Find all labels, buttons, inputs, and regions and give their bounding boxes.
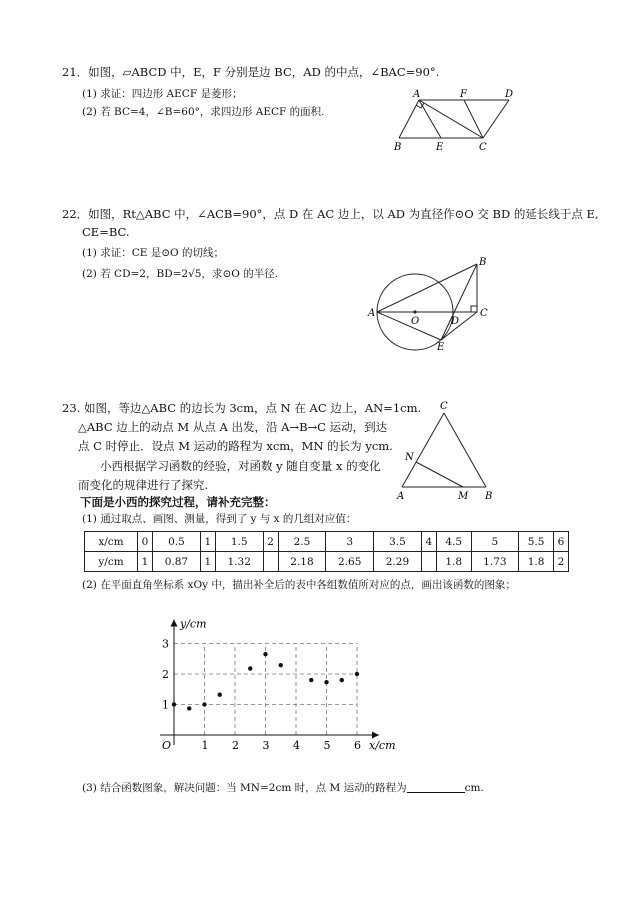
- q23-table-x-cell: 3.5: [374, 532, 422, 552]
- q23-part3-text: (3) 结合函数图象，解决问题：当 MN=2cm 时，点 M 运动的路程为: [82, 782, 407, 794]
- q21-label-B: B: [394, 142, 402, 153]
- q22-right-angle-mark: [471, 306, 477, 312]
- x-tick-label: 5: [323, 739, 331, 752]
- q23-table-y-cell: 1.8: [436, 552, 471, 572]
- y-tick-label: 3: [162, 637, 169, 651]
- q21-label-D: D: [505, 89, 514, 100]
- q23-table-x-cell: 2: [263, 532, 278, 552]
- q22-label-O: O: [411, 316, 420, 327]
- q23-line2: △ABC 边上的动点 M 从点 A 出发，沿 A→B→C 运动，到达: [78, 420, 388, 434]
- data-point: [248, 666, 252, 670]
- q23-table-y-cell-blank[interactable]: [263, 552, 278, 572]
- q22-line-BE: [441, 264, 477, 340]
- q22-stem-line2: CE=BC.: [82, 225, 130, 239]
- q22-center-dot: [413, 310, 416, 313]
- x-tick-label: 1: [201, 739, 209, 752]
- q23-part1: (1) 通过取点、画图、测量，得到了 y 与 x 的几组对应值：: [82, 513, 357, 525]
- q23-label-N: N: [405, 452, 414, 463]
- q21-part1: (1) 求证：四边形 AECF 是菱形；: [82, 88, 243, 100]
- data-point: [202, 702, 206, 706]
- q22-label-B: B: [479, 257, 487, 268]
- y-tick-label: 1: [162, 698, 169, 712]
- q21-part2: (2) 若 BC=4，∠B=60°，求四边形 AECF 的面积.: [82, 106, 325, 118]
- q23-coordinate-plot: [140, 602, 410, 762]
- q23-line5: 而变化的规律进行了探究.: [78, 478, 209, 492]
- q22-part1: (1) 求证：CE 是⊙O 的切线；: [82, 247, 224, 259]
- q23-table-x-cell: 5.5: [519, 532, 554, 552]
- q23-table-y-cell: 1.32: [215, 552, 263, 572]
- q23-side-BC: [444, 413, 486, 487]
- q23-table-x-cell: 2.5: [278, 532, 326, 552]
- x-tick-label: 2: [232, 739, 239, 752]
- q21-label-E: E: [436, 142, 444, 153]
- q23-side-AC: [402, 413, 444, 487]
- x-axis-label: x/cm: [369, 739, 396, 752]
- q23-line1: 23. 如图，等边△ABC 的边长为 3cm，点 N 在 AC 边上，AN=1cm.: [62, 401, 422, 415]
- q23-table-y-cell: 1.8: [519, 552, 554, 572]
- q23-table-x-cell: 1: [200, 532, 215, 552]
- q23-label-B: B: [485, 491, 493, 502]
- origin-label: O: [162, 739, 172, 752]
- q23-table-y-cell: 2.65: [326, 552, 374, 572]
- q23-answer-blank[interactable]: [407, 780, 465, 793]
- q23-table-x-cell: 3: [326, 532, 374, 552]
- q22-stem-line1: 22．如图，Rt△ABC 中，∠ACB=90°，点 D 在 AC 边上，以 AD 为直径作⊙O 交 BD 的延长线于点 E,: [62, 207, 599, 221]
- x-axis-arrow: [372, 732, 379, 739]
- q23-segment-MN: [416, 462, 463, 487]
- q21-side-DC: [483, 100, 509, 138]
- q21-stem: 21．如图，▱ABCD 中，E，F 分别是边 BC，AD 的中点，∠BAC=90°.: [62, 65, 440, 79]
- q23-table-y-cell: 0.87: [153, 552, 201, 572]
- q22-label-A: A: [368, 308, 376, 319]
- q23-label-C: C: [440, 401, 448, 412]
- q23-line4: 小西根据学习函数的经验，对函数 y 随自变量 x 的变化: [100, 459, 381, 473]
- q23-table-row-y: [85, 552, 569, 572]
- q23-table-row-x: [85, 532, 569, 552]
- x-tick-label: 4: [293, 739, 300, 752]
- q21-side-AB: [399, 100, 419, 138]
- q21-label-A: A: [413, 89, 421, 100]
- y-axis-label: y/cm: [180, 617, 207, 631]
- q22-segment-AE: [377, 312, 441, 340]
- q23-table-y-header: y/cm: [85, 552, 138, 572]
- q23-table-x-cell: 0: [138, 532, 153, 552]
- q23-part3: [82, 780, 484, 796]
- y-tick-label: 2: [162, 668, 169, 681]
- q23-table-x-cell: 4.5: [436, 532, 471, 552]
- q23-table-x-cell: 1.5: [215, 532, 263, 552]
- q22-label-C: C: [480, 308, 488, 319]
- q23-bold-line: 下面是小西的探究过程，请补充完整：: [80, 495, 276, 509]
- q23-label-M: M: [458, 491, 469, 502]
- q22-circle-figure: [365, 252, 500, 352]
- q23-table-y-cell: 2.29: [374, 552, 422, 572]
- q23-triangle-figure: [388, 397, 508, 505]
- data-point: [340, 678, 344, 682]
- q23-table-y-cell: 1.73: [471, 552, 519, 572]
- q23-table-x-cell: 5: [471, 532, 519, 552]
- q21-label-F: F: [460, 89, 467, 100]
- data-point: [263, 652, 267, 656]
- q23-table-y-cell-blank[interactable]: [421, 552, 436, 572]
- q21-parallelogram-figure: [385, 86, 525, 156]
- data-point: [324, 680, 328, 684]
- data-point: [172, 702, 176, 706]
- q23-table-x-header: x/cm: [85, 532, 138, 552]
- q23-table-y-cell: 2.18: [278, 552, 326, 572]
- q23-line3: 点 C 时停止．设点 M 运动的路程为 xcm，MN 的长为 ycm.: [78, 439, 393, 453]
- x-tick-label: 6: [354, 739, 361, 752]
- x-tick-label: 3: [262, 739, 270, 752]
- data-point: [279, 663, 283, 667]
- data-point: [355, 672, 359, 676]
- q23-table-y-cell: 1: [200, 552, 215, 572]
- data-point: [187, 706, 191, 710]
- q21-label-C: C: [479, 142, 487, 153]
- data-point: [218, 693, 222, 697]
- data-point: [309, 678, 313, 682]
- q23-table-x-cell: 0.5: [153, 532, 201, 552]
- q22-label-E: E: [437, 342, 445, 352]
- y-axis-arrow: [171, 620, 178, 627]
- q23-table-x-cell: 6: [553, 532, 568, 552]
- q23-part3-unit: cm.: [464, 782, 484, 794]
- q23-value-table: [84, 531, 569, 572]
- q22-part2: (2) 若 CD=2，BD=2√5，求⊙O 的半径.: [82, 268, 279, 280]
- q23-part2: (2) 在平面直角坐标系 xOy 中，描出补全后的表中各组数值所对应的点，画出该函数的图象；: [82, 579, 516, 591]
- q23-label-A: A: [397, 491, 405, 502]
- q23-table-y-cell: 1: [138, 552, 153, 572]
- q23-table-x-cell: 4: [421, 532, 436, 552]
- q23-table-y-cell: 2: [553, 552, 568, 572]
- q22-side-AB: [377, 264, 477, 312]
- q22-label-D: D: [451, 316, 460, 327]
